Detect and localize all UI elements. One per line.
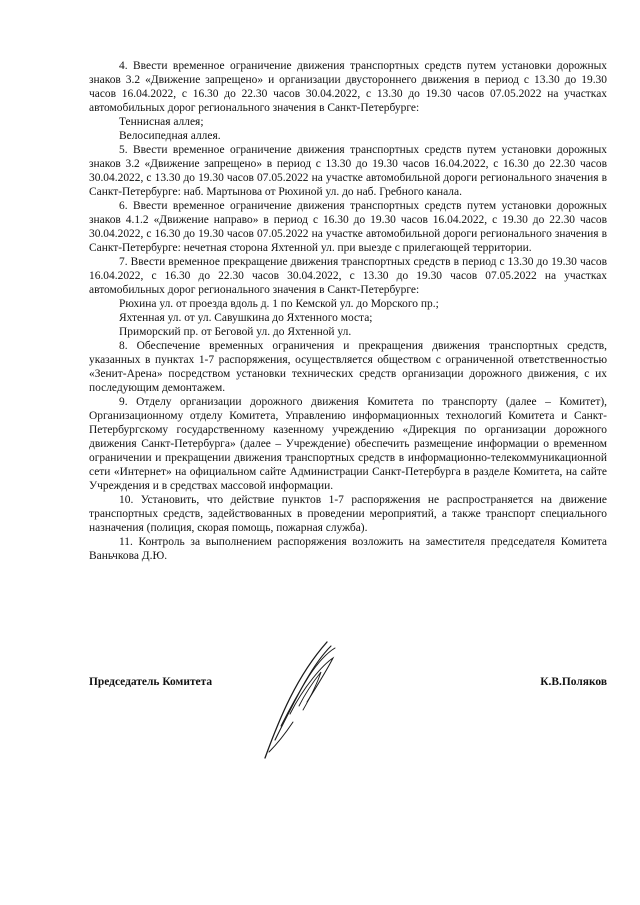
paragraph-item-11: 11. Контроль за выполнением распоряжения возложить на заместителя председателя Комитета Ваньчкова Д.Ю. <box>89 536 607 562</box>
signatory-position: Председатель Комитета <box>89 676 213 688</box>
signatory-name: К.В.Поляков <box>540 676 607 688</box>
paragraph-item-4: 4. Ввести временное ограничение движения транспортных средств путем установки дорожных знаков 3.2 «Движение запрещено» и организации двустороннего движения в период с 13.30 до 19.30 часов 16.04.2022, с 16.30 до 22.30 часов 30.04.2022, с 13.30 до 19.30 часов 07.05.2022 на участках автомобильных дорог регионального значения в Санкт-Петербурге: <box>89 60 607 114</box>
road-bicycle-alley: Велосипедная аллея. <box>119 130 221 142</box>
road-primorsky-avenue: Приморский пр. от Беговой ул. до Яхтенной ул. <box>119 326 352 338</box>
paragraph-item-9: 9. Отделу организации дорожного движения Комитета по транспорту (далее – Комитет), Организационному отделу Комитета, Управлению информационных технологий Комитета и Санкт-Петербургскому государственному казенному учреждению «Дирекция по организации дорожного движения Санкт-Петербурга» (далее – Учреждение) обеспечить размещение информации о временном ограничении и прекращении движения транспортных средств в информационно-телекоммуникационной сети «Интернет» на официальном сайте Администрации Санкт-Петербурга в разделе Комитета, на сайте Учреждения и в средствах массовой информации. <box>89 396 607 492</box>
road-tennis-alley: Теннисная аллея; <box>119 116 204 128</box>
paragraph-item-6: 6. Ввести временное ограничение движения транспортных средств путем установки дорожных знаков 4.1.2 «Движение направо» в период с 16.30 до 19.30 часов 16.04.2022, с 19.30 до 22.30 часов 30.04.2022, с 16.30 до 19.30 часов 07.05.2022 на участке автомобильной дороги регионального значения в Санкт-Петербурге: нечетная сторона Яхтенной ул. при выезде с прилегающей территории. <box>89 200 607 254</box>
handwritten-signature <box>255 636 345 766</box>
road-yakhtennaya-street: Яхтенная ул. от ул. Савушкина до Яхтенного моста; <box>119 312 373 324</box>
paragraph-item-8: 8. Обеспечение временных ограничения и прекращения движения транспортных средств, указанных в пунктах 1-7 распоряжения, осуществляется обществом с ограниченной ответственностью «Зенит-Арена» посредством установки технических средств организации дорожного движения, с их последующим демонтажем. <box>89 340 607 394</box>
paragraph-item-5: 5. Ввести временное ограничение движения транспортных средств путем установки дорожных знаков 3.2 «Движение запрещено» в период с 13.30 до 19.30 часов 16.04.2022, с 16.30 до 22.30 часов 30.04.2022, с 13.30 до 19.30 часов 07.05.2022 на участке автомобильной дороги регионального значения в Санкт-Петербурге: наб. Мартынова от Рюхиной ул. до наб. Гребного канала. <box>89 144 607 198</box>
document-body <box>89 59 607 563</box>
paragraph-item-10: 10. Установить, что действие пунктов 1-7 распоряжения не распространяется на движение транспортных средств, задействованных в проведении мероприятий, а также транспорт специального назначения (полиция, скорая помощь, пожарная служба). <box>89 494 607 534</box>
signature-block <box>89 676 607 696</box>
road-ryukhina-street: Рюхина ул. от проезда вдоль д. 1 по Кемской ул. до Морского пр.; <box>119 298 439 310</box>
paragraph-item-7: 7. Ввести временное прекращение движения транспортных средств в период с 13.30 до 19.30 часов 16.04.2022, с 16.30 до 22.30 часов 30.04.2022, с 13.30 до 19.30 часов 07.05.2022 на участках автомобильных дорог регионального значения в Санкт-Петербурге: <box>89 256 607 296</box>
